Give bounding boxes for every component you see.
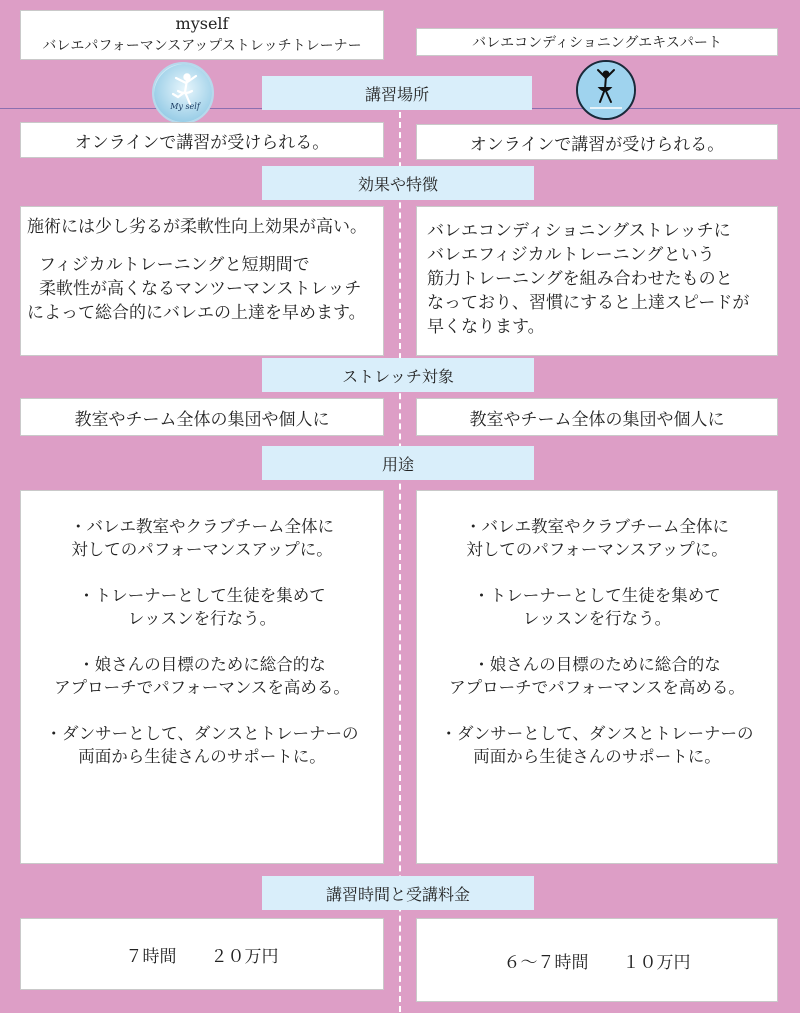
left-title-line2: バレエパフォーマンスアップストレッチトレーナー <box>42 38 362 54</box>
ballerina-icon <box>154 64 214 124</box>
target-right-box <box>416 398 778 436</box>
usage-left-item <box>21 653 383 699</box>
features-left-line: 施術には少し劣るが柔軟性向上効果が高い。 <box>27 217 367 237</box>
right-logo <box>576 60 636 120</box>
left-logo-text: My self <box>170 102 200 111</box>
usage-right-item-line: アプローチでパフォーマンスを高める。 <box>449 678 745 697</box>
pricing-right-box <box>416 918 778 1002</box>
right-title: バレエコンディショニングエキスパート <box>472 35 722 51</box>
usage-left-box <box>20 490 384 864</box>
features-right-line: なっており、習慣にすると上達スピードが <box>427 293 750 313</box>
usage-right-item <box>417 515 777 561</box>
target-right-text: 教室やチーム全体の集団や個人に <box>469 409 725 430</box>
usage-left-item-line: 対してのパフォーマンスアップに。 <box>71 540 333 559</box>
section-title-usage: 用途 <box>262 446 534 480</box>
dancer-silhouette-icon <box>578 62 634 118</box>
features-right-line: 筋力トレーニングを組み合わせたものと <box>427 269 733 289</box>
usage-left-item-line: ・ダンサーとして、ダンスとトレーナーの <box>45 724 359 743</box>
usage-left-item-line: ・トレーナーとして生徒を集めて <box>78 586 326 605</box>
features-left-box <box>20 206 384 356</box>
usage-right-item-line: 対してのパフォーマンスアップに。 <box>466 540 728 559</box>
features-right-line: 早くなります。 <box>427 317 545 337</box>
usage-left-item-line: 両面から生徒さんのサポートに。 <box>78 747 326 766</box>
location-left-box <box>20 122 384 158</box>
section-title-target: ストレッチ対象 <box>262 358 534 392</box>
usage-left-item-line: ・娘さんの目標のために総合的な <box>78 655 326 674</box>
left-logo <box>152 62 214 124</box>
left-title-box <box>20 10 384 60</box>
location-left-text: オンラインで講習が受けられる。 <box>74 132 330 153</box>
target-left-box <box>20 398 384 436</box>
target-left-text: 教室やチーム全体の集団や個人に <box>74 409 330 430</box>
usage-right-item-line: ・トレーナーとして生徒を集めて <box>473 586 721 605</box>
usage-right-item-line: ・バレエ教室やクラブチーム全体に <box>465 517 729 536</box>
usage-right-item-line: ・ダンサーとして、ダンスとトレーナーの <box>440 724 754 743</box>
features-left-line: フィジカルトレーニングと短期間で <box>39 255 310 275</box>
usage-right-item-line: 両面から生徒さんのサポートに。 <box>473 747 721 766</box>
usage-left-item-line: レッスンを行なう。 <box>127 609 277 628</box>
pricing-left-price: ２０万円 <box>210 946 279 967</box>
features-left-line: によって総合的にバレエの上達を早めます。 <box>27 303 366 323</box>
section-title-pricing: 講習時間と受講料金 <box>262 876 534 910</box>
usage-left-item-line: アプローチでパフォーマンスを高める。 <box>54 678 350 697</box>
usage-left-item-line: ・バレエ教室やクラブチーム全体に <box>70 517 334 536</box>
section-title-location: 講習場所 <box>262 76 532 110</box>
usage-left-item <box>21 584 383 630</box>
pricing-left-box <box>20 918 384 990</box>
usage-right-item-line: ・娘さんの目標のために総合的な <box>473 655 721 674</box>
right-title-box <box>416 28 778 56</box>
features-right-line: バレエコンディショニングストレッチに <box>427 221 731 241</box>
left-title-line1: myself <box>175 14 229 33</box>
usage-right-item-line: レッスンを行なう。 <box>522 609 672 628</box>
section-title-features: 効果や特徴 <box>262 166 534 200</box>
pricing-left-time: ７時間 <box>125 946 177 967</box>
usage-right-item <box>417 584 777 630</box>
features-right-line: バレエフィジカルトレーニングという <box>427 245 715 265</box>
pricing-right-time: ６～７時間 <box>503 952 589 973</box>
location-right-text: オンラインで講習が受けられる。 <box>469 134 725 155</box>
usage-left-item <box>21 722 383 768</box>
pricing-right-price: １０万円 <box>622 952 691 973</box>
location-right-box <box>416 124 778 160</box>
features-left-line: 柔軟性が高くなるマンツーマンストレッチ <box>39 279 362 299</box>
usage-left-item <box>21 515 383 561</box>
usage-right-item <box>417 653 777 699</box>
usage-right-box <box>416 490 778 864</box>
features-right-box <box>416 206 778 356</box>
usage-right-item <box>417 722 777 768</box>
